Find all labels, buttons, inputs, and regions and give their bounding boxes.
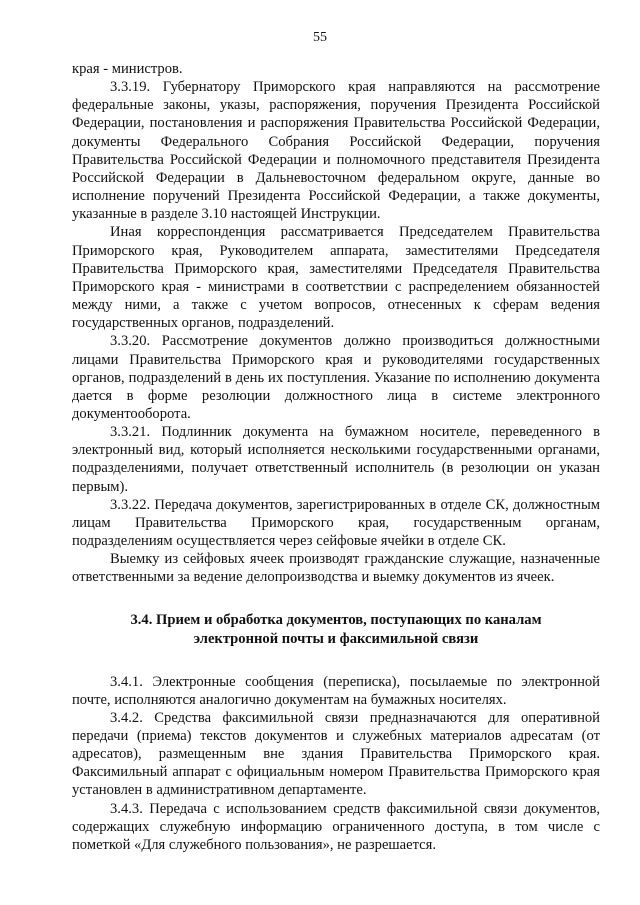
- paragraph-3-4-2: 3.4.2. Средства факсимильной связи предназначаются для оперативной передачи (приема) текстов документов и служебных материалов адресатам (от адресатов), размещенным вне здания Правительства Приморского края. Факсимильный аппарат с официальным номером Правительства Приморского края установлен в административном департаменте.: [72, 709, 600, 799]
- page-number: 55: [313, 30, 327, 45]
- paragraph-other-correspondence: Иная корреспонденция рассматривается Председателем Правительства Приморского края, Руководителем аппарата, заместителями Председателя Правительства Приморского края, заместителями Председателя Правительства Приморского края - министрами в соответствии с распределением обязанностей между ними, а также с учетом вопросов, отнесенных к сферам ведения государственных органов, подразделений.: [72, 224, 600, 332]
- section-heading-line-2: электронной почты и факсимильной связи: [193, 630, 479, 647]
- paragraph-3-3-19: 3.3.19. Губернатору Приморского края направляются на рассмотрение федеральные законы, указы, распоряжения, поручения Президента Российской Федерации, постановления и распоряжения Правительства Российской Федерации, документы Федерального Собрания Российской Федерации, поручения Правительства Российской Федерации и полномочного представителя Президента Российской Федерации в Дальневосточном федеральном округе, данные во исполнение поручений Президента Российской Федерации, а также документы, указанные в разделе 3.10 настоящей Инструкции.: [72, 79, 600, 223]
- section-heading-line-1: 3.4. Прием и обработка документов, поступающих по каналам: [130, 611, 542, 628]
- paragraph-3-4-1: 3.4.1. Электронные сообщения (переписка), посылаемые по электронной почте, исполняются аналогично документам на бумажных носителях.: [72, 673, 600, 708]
- paragraph-3-3-22: 3.3.22. Передача документов, зарегистрированных в отделе СК, должностным лицам Правительства Приморского края, государственным органам, подразделениям осуществляется через сейфовые ячейки в отделе СК.: [72, 496, 600, 550]
- section-heading-3-4: [72, 611, 600, 649]
- paragraph-3-4-3: 3.4.3. Передача с использованием средств факсимильной связи документов, содержащих служебную информацию ограниченного доступа, в том числе с пометкой «Для служебного пользования», не разрешается.: [72, 800, 600, 853]
- paragraph-3-3-20: 3.3.20. Рассмотрение документов должно производиться должностными лицами Правительства Приморского края и руководителями государственных органов, подразделений в день их поступления. Указание по исполнению документа дается в форме резолюции должностного лица в системе электронного документооборота.: [72, 333, 600, 422]
- paragraph-safe-cells: Выемку из сейфовых ячеек производят гражданские служащие, назначенные ответственными за ведение делопроизводства и выемку документов из ячеек.: [72, 551, 600, 586]
- paragraph-3-3-21: 3.3.21. Подлинник документа на бумажном носителе, переведенного в электронный вид, который исполняется несколькими государственными органами, подразделениями, получает ответственный исполнитель (в резолюции он указан первым).: [72, 424, 600, 495]
- document-body: [72, 60, 600, 854]
- paragraph-continuation: края - министров.: [72, 61, 183, 77]
